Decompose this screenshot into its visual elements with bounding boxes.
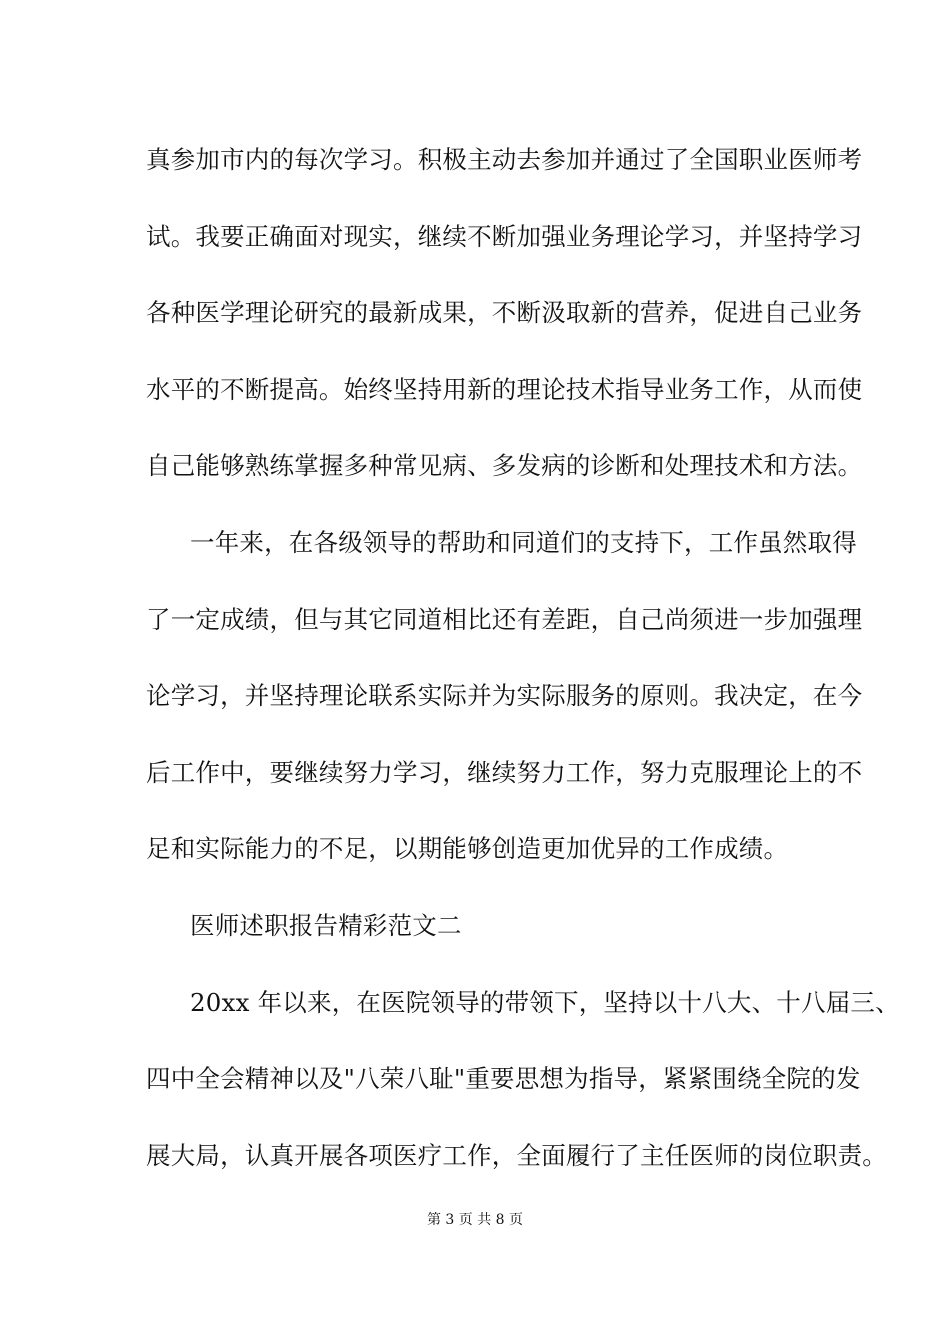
- text-line: 论学习，并坚持理论联系实际并为实际服务的原则。我决定，在今: [146, 681, 863, 711]
- text-line: 自己能够熟练掌握多种常见病、多发病的诊断和处理技术和方法。: [146, 451, 863, 481]
- text-line: 水平的不断提高。始终坚持用新的理论技术指导业务工作，从而使: [146, 374, 863, 404]
- text-line: 各种医学理论研究的最新成果，不断汲取新的营养，促进自己业务: [146, 298, 863, 328]
- text-line: 20xx 年以来，在医院领导的带领下，坚持以十八大、十八届三、: [190, 987, 900, 1017]
- body-text: [146, 132, 900, 1204]
- text-line: 足和实际能力的不足，以期能够创造更加优异的工作成绩。: [146, 834, 789, 864]
- text-line: 了一定成绩，但与其它同道相比还有差距，自己尚须进一步加强理: [146, 604, 863, 634]
- text-line: 四中全会精神以及"八荣八耻"重要思想为指导，紧紧围绕全院的发: [146, 1064, 861, 1094]
- page-number-footer: 第 3 页 共 8 页: [426, 1212, 524, 1228]
- text-line: 试。我要正确面对现实，继续不断加强业务理论学习，并坚持学习: [146, 221, 863, 251]
- section-heading: 医师述职报告精彩范文二: [190, 910, 462, 940]
- text-line: 真参加市内的每次学习。积极主动去参加并通过了全国职业医师考: [146, 145, 863, 174]
- text-line: 展大局，认真开展各项医疗工作，全面履行了主任医师的岗位职责。: [146, 1140, 887, 1170]
- text-line: 后工作中，要继续努力学习，继续努力工作，努力克服理论上的不: [146, 757, 863, 787]
- text-line: 一年来，在各级领导的帮助和同道们的支持下，工作虽然取得: [190, 527, 857, 557]
